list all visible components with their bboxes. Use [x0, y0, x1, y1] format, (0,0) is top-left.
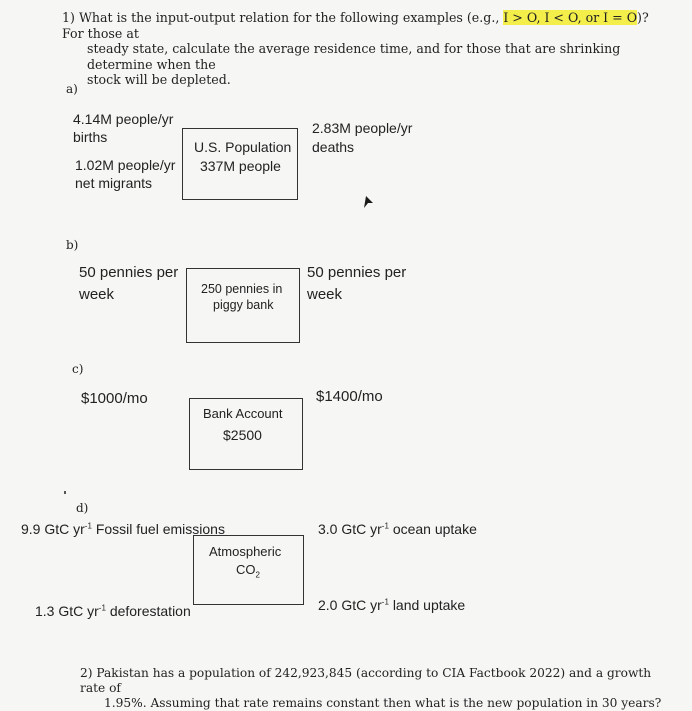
example-c-label: c)	[72, 362, 84, 376]
pennies-inflow-line-2: week	[79, 286, 115, 303]
question-1-number: 1)	[62, 10, 75, 25]
fossil-fuel-label: Fossil fuel emissions	[95, 521, 225, 537]
question-1-highlight: I > O, I < O, or I = O	[503, 10, 638, 25]
ocean-uptake-exponent: -1	[381, 521, 389, 531]
bank-inflow: $1000/mo	[81, 390, 148, 407]
piggy-bank-stock-line-1: 250 pennies in	[201, 282, 283, 296]
land-uptake-label: land uptake	[392, 597, 466, 613]
example-b-label: b)	[66, 238, 79, 252]
question-2	[80, 666, 680, 711]
pennies-outflow-line-2: week	[307, 286, 343, 303]
land-uptake	[318, 595, 465, 615]
births-value: 4.14M people/yr	[73, 111, 174, 127]
question-1-text-after: )? For those at	[62, 10, 649, 41]
ocean-uptake	[318, 519, 477, 539]
migrants-value: 1.02M people/yr	[75, 157, 176, 173]
ocean-uptake-value: 3.0 GtC yr	[318, 521, 382, 537]
us-population-stock-line-2: 337M people	[200, 158, 281, 174]
piggy-bank-stock-line-2: piggy bank	[213, 298, 274, 312]
atmospheric-co2-stock-line-2	[236, 561, 260, 579]
example-a-label: a)	[66, 82, 78, 96]
fossil-fuel-value: 9.9 GtC yr	[21, 521, 85, 537]
pennies-outflow-line-1: 50 pennies per	[307, 264, 407, 281]
deforestation-label: deforestation	[109, 603, 191, 619]
births-label: births	[73, 129, 108, 145]
question-2-line-2: 1.95%. Assuming that rate remains constant then what is the new population in 30 years?	[104, 696, 662, 710]
migrants-label: net migrants	[75, 175, 153, 191]
land-uptake-exponent: -1	[381, 597, 389, 607]
bank-account-stock-line-2: $2500	[223, 427, 262, 443]
land-uptake-value: 2.0 GtC yr	[318, 597, 382, 613]
question-2-number: 2)	[80, 666, 93, 680]
mouse-cursor-icon	[358, 194, 376, 212]
question-1-text-before: What is the input-output relation for the following examples (e.g.,	[78, 10, 504, 25]
bank-account-stock-line-1: Bank Account	[203, 406, 283, 421]
fossil-fuel-exponent: -1	[84, 521, 92, 531]
question-1-line-2: steady state, calculate the average residence time, and for those that are shrinking determine when the	[87, 41, 621, 72]
deaths-label: deaths	[312, 139, 355, 155]
question-2-line-1: Pakistan has a population of 242,923,845 (according to CIA Factbook 2022) and a growth rate of	[80, 666, 652, 695]
bank-outflow: $1400/mo	[316, 388, 383, 405]
question-1-line-3: stock will be depleted.	[87, 72, 231, 87]
atmospheric-co2-stock-line-1: Atmospheric	[209, 544, 282, 559]
us-population-stock-line-1: U.S. Population	[194, 139, 292, 155]
pennies-inflow-line-1: 50 pennies per	[79, 264, 179, 281]
co2-subscript: 2	[255, 570, 260, 580]
question-1	[62, 10, 662, 88]
deforestation-value: 1.3 GtC yr	[35, 603, 99, 619]
co2-main: CO	[236, 562, 256, 577]
ocean-uptake-label: ocean uptake	[392, 521, 477, 537]
deforestation	[35, 601, 191, 621]
scan-speck	[64, 491, 66, 494]
deforestation-exponent: -1	[98, 603, 106, 613]
example-d-label: d)	[76, 501, 89, 515]
deaths-value: 2.83M people/yr	[312, 120, 413, 136]
